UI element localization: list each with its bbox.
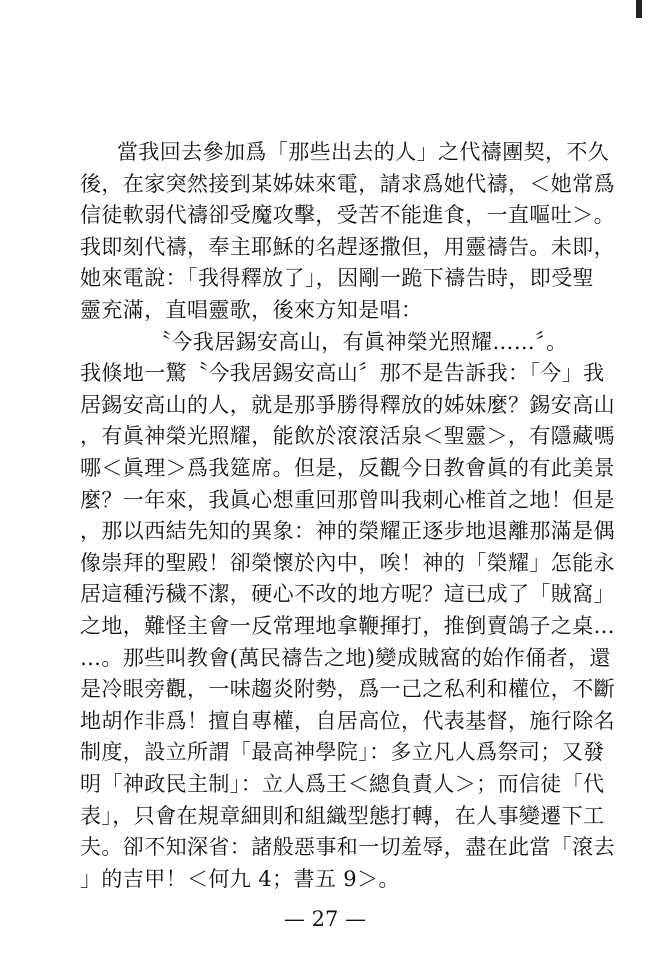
text-line: 哪＜眞理＞爲我筵席。但是，反觀今日教會眞的有此美景 bbox=[80, 456, 615, 480]
text-line: 」的吉甲！＜何九 4；書五 9＞。 bbox=[80, 866, 400, 891]
text-line: 明「神政民主制」：立人爲王＜總負責人＞；而信徒「代 bbox=[80, 772, 605, 796]
text-line: 我倏地一驚〝今我居錫安高山〞那不是告訴我：「今」我 bbox=[80, 361, 605, 386]
text-line: 制度，設立所謂「最高神學院」：多立凡人爲祭司；又發 bbox=[80, 740, 605, 765]
text-line: 後，在家突然接到某姊妹來電，請求爲她代禱，＜她常爲 bbox=[80, 171, 615, 196]
text-line: 靈充滿，直唱靈歌，後來方知是唱： bbox=[80, 298, 423, 322]
quoted-hymn-line: 〝今我居錫安高山，有眞神榮光照耀……〞。 bbox=[150, 329, 568, 354]
text-line: 地胡作非爲！擅自專權，自居高位，代表基督，施行除名 bbox=[80, 708, 615, 733]
text-line: 是冷眼旁觀，一味趨炎附勢，爲一己之私利和權位，不斷 bbox=[80, 677, 615, 702]
text-line: 麼？一年來，我眞心想重回那曾叫我刺心椎首之地！但是 bbox=[80, 487, 615, 512]
text-line: 我即刻代禱，奉主耶穌的名趕逐撒但，用靈禱告。未即， bbox=[80, 234, 615, 259]
text-line: 她來電說：「我得釋放了」，因剛一跪下禱告時，即受聖 bbox=[80, 266, 594, 291]
page-edge-mark bbox=[636, 0, 642, 18]
text-line: 像崇拜的聖殿！卻榮懷於內中，唉！神的「榮耀」怎能永 bbox=[80, 550, 615, 575]
page-number: — 27 — bbox=[283, 907, 367, 931]
text-line: ，有眞神榮光照耀，能飲於滾滾活泉＜聖靈＞，有隱藏嗎 bbox=[80, 424, 615, 449]
text-line: …。那些叫教會(萬民禱告之地)變成賊窩的始作俑者，還 bbox=[80, 645, 611, 670]
text-line: 表」，只會在規章細則和組織型態打轉，在人事變遷下工 bbox=[80, 803, 605, 828]
text-line: 居錫安高山的人，就是那爭勝得釋放的姊妹麼？錫安高山 bbox=[80, 392, 615, 417]
text-line: 信徒軟弱代禱卻受魔攻擊，受苦不能進食，一直嘔吐＞。 bbox=[80, 203, 615, 228]
text-line: ，那以西結先知的異象：神的榮耀正逐步地退離那滿是偶 bbox=[80, 519, 615, 544]
text-line: 居這種汚穢不潔，硬心不改的地方呢？這已成了「賊窩」 bbox=[80, 582, 615, 607]
text-line: 夫。卻不知深省：諸般惡事和一切羞辱，盡在此當「滾去 bbox=[80, 835, 615, 860]
text-line: 當我回去參加爲「那些出去的人」之代禱團契，不久 bbox=[117, 140, 610, 164]
text-line: 之地，難怪主會一反常理地拿鞭揮打，推倒賣鴿子之桌… bbox=[80, 614, 615, 638]
